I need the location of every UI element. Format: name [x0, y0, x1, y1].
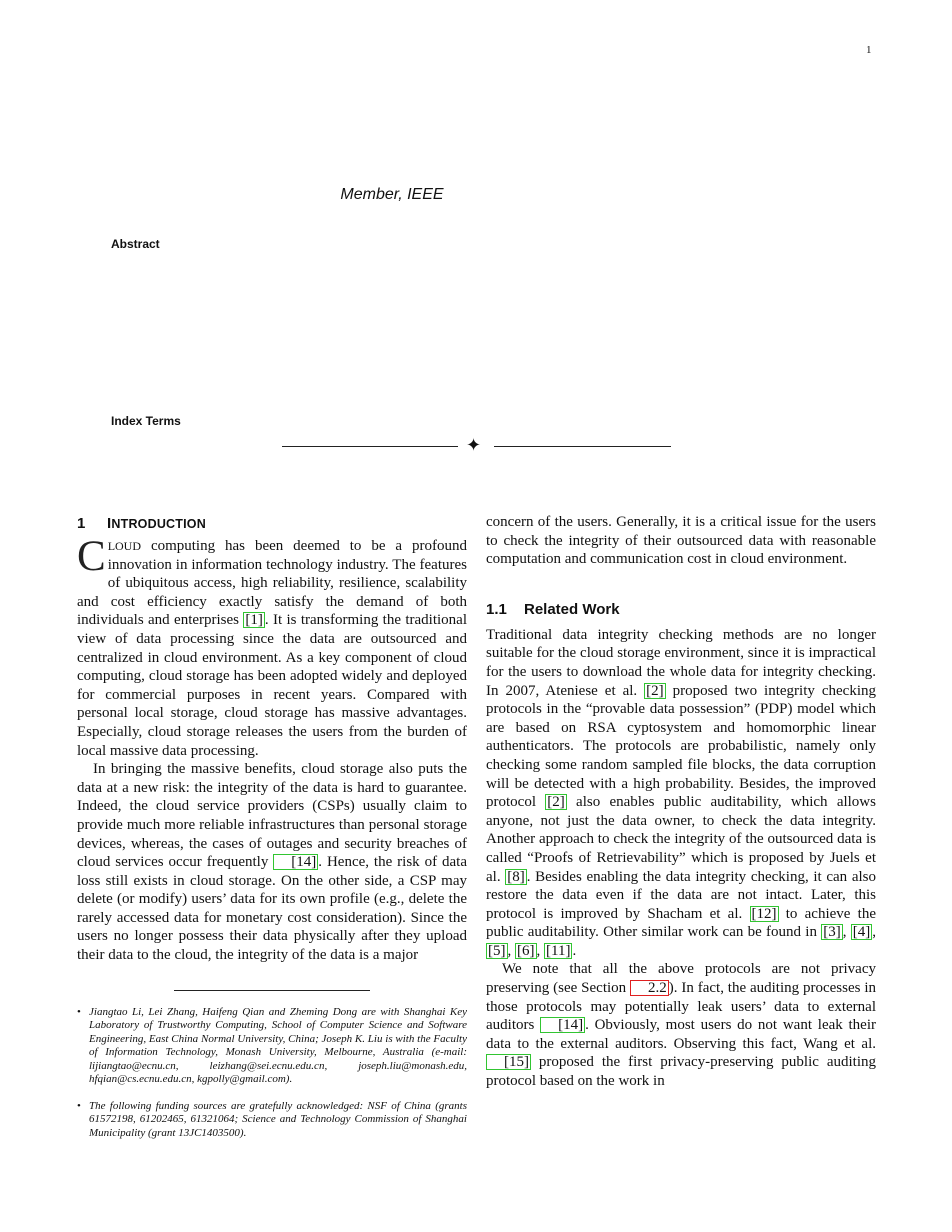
- citation-link[interactable]: [4]: [852, 924, 871, 941]
- citation-link[interactable]: [11]: [546, 942, 571, 959]
- citation-link[interactable]: [3]: [823, 924, 841, 941]
- citation-link[interactable]: [14]: [540, 1017, 585, 1033]
- subsection-heading-related-work: 1.1 Related Work: [486, 600, 620, 618]
- index-terms-heading: Index Terms: [111, 414, 181, 428]
- citation-link[interactable]: [2]: [547, 794, 565, 811]
- abstract-heading: Abstract: [111, 237, 160, 251]
- footnote-authors: • Jiangtao Li, Lei Zhang, Haifeng Qian and Zheming Dong are with Shanghai Key Laboratory of Trustworthy Computing, School of Computer Science and Software Engineering, East China Normal University, China; Joseph K. Liu is with the Faculty of Information Technology, Monash University, Melbourne, Australia (e-mail: lijiangtao@ecnu.cn, leizhang@sei.ecnu.edu.cn, joseph.liu@monash.edu, hfqian@cs.ecnu.edu.cn, kgpolly@gmail.com).: [77, 1006, 467, 1086]
- intro-continued: [486, 513, 876, 569]
- separator-diamond-icon: ✦: [466, 435, 482, 456]
- citation-link[interactable]: [14]: [273, 854, 318, 870]
- citation-link[interactable]: [15]: [486, 1054, 531, 1070]
- left-column: [77, 513, 467, 965]
- citation-link[interactable]: [1]: [245, 612, 263, 629]
- intro-paragraph-2: In bringing the massive benefits, cloud storage also puts the data at a new risk: the integrity of the data is hard to guarantee. Indeed, the cloud service providers (CSPs) usually claim to provide much more reliable infrastructures than personal storage devices, whereas, the cases of outages and security breaches of cloud services occur frequently [14] . Hence, the risk of data loss still exists in cloud storage. On the other side, a CSP may delete (or modify) users’ data for its own profile (e.g., delete the rarely accessed data for monetary cost consideration). Since the users no longer possess their data physically after they upload their data to the cloud, the integrity of the data is a major: [77, 761, 467, 964]
- page-number: 1: [866, 44, 872, 56]
- related-paragraph-1: Traditional data integrity checking methods are no longer suitable for the cloud storage environment, since it is impractical for the users to download the whole data for integrity checking. In 2007, Ateniese et al. [2] proposed two integrity checking protocols in the “provable data possession” (PDP) model which are based on RSA cyptosystem and homomorphic linear authenticators. The protocols are probabilistic, namely only checking some random sampled file blocks, the data corruption will be detected with a high probability. Besides, the improved protocol [2] also enables public auditability, which allows anyone, not just the data owner, to check the data integrity. Another approach to check the integrity of the outsourced data is called “Proofs of Retrievability” which is proposed by Juels et al. [8] . Besides enabling the data integrity checking, it can also restore the data even if the data are not intact. Later, this protocol is improved by Shacham et al. [12] to achieve the public auditability. Other similar work can be found in [3] , [4] , [5] , [6] , [11] .: [486, 626, 876, 959]
- citation-link[interactable]: [2]: [646, 682, 664, 699]
- section-heading-introduction: 1 INTRODUCTION: [77, 515, 206, 532]
- intro-paragraph-2-continued: concern of the users. Generally, it is a critical issue for the users to check the integrity of their outsourced data with reasonable computation and communication cost in cloud environment.: [486, 514, 876, 568]
- citation-link[interactable]: [6]: [517, 942, 535, 959]
- citation-link[interactable]: [12]: [751, 905, 777, 922]
- right-column: [486, 513, 876, 1091]
- footnote-rule: [174, 990, 370, 991]
- author-affiliation-member: Member, IEEE: [340, 186, 444, 203]
- related-paragraph-2: We note that all the above protocols are not privacy preserving (see Section 2.2 ). In fact, the auditing processes in those protocols may potentially leak users’ data to external auditors [14] . Obviously, most users do not want leak their data to the external auditors. Observing this fact, Wang et al. [15] proposed the first privacy-preserving public auditing protocol based on the work in: [486, 961, 877, 1090]
- section-reference-link[interactable]: 2.2: [630, 980, 669, 996]
- intro-paragraph-1: CLOUD computing has been deemed to be a profound innovation in information technology industry. The features of ubiquitous access, high reliability, resilience, scalability and cost efficiency exactly satisfy the demand of both individuals and enterprises [1] . It is transforming the traditional view of data processing since the data are outsourced and centralized in cloud environment. As a key component of cloud computing, cloud storage has been adopted widely and deployed for commercial purposes in recent years. Compared with personal local storage, cloud storage has massive advantages. Especially, cloud storage releases the users from the burden of local massive data processing.: [77, 533, 468, 759]
- drop-cap: C: [77, 533, 106, 580]
- citation-link[interactable]: [5]: [488, 942, 506, 959]
- footnote-funding: • The following funding sources are gratefully acknowledged: NSF of China (grants 61572198, 61202465, 61321064; Science and Technology Commission of Shanghai Municipality (grant 13JC1403500).: [77, 1100, 467, 1139]
- citation-link[interactable]: [8]: [507, 868, 525, 885]
- separator-rule-right: [494, 446, 671, 447]
- separator-rule-left: [282, 446, 458, 447]
